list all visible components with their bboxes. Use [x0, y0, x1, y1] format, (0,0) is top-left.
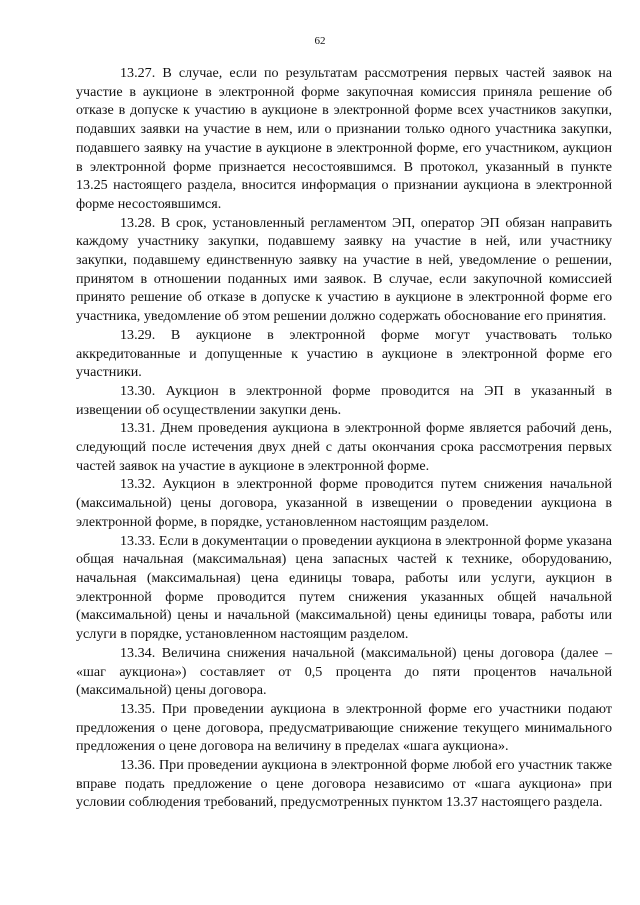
- clause-13-27: 13.27. В случае, если по результатам рассмотрения первых частей заявок на участие в аукционе в электронной форме закупочная комиссия приняла решение об отказе в допуске к участию в аукционе в электронной форме всех участников закупки, подавших заявки на участие в нем, или о признании только одного участника закупки, подавшего заявку на участие в аукционе в электронной форме, его участником, аукцион в электронной форме признается несостоявшимся. В протокол, указанный в пункте 13.25 настоящего раздела, вносится информация о признании аукциона в электронной форме несостоявшимся.: [76, 65, 612, 212]
- clause-13-28: 13.28. В срок, установленный регламентом ЭП, оператор ЭП обязан направить каждому участнику закупки, подавшему заявку на участие в ней, или участнику закупки, подавшему единственную заявку на участие в ней, уведомление о решении, принятом в отношении поданных ими заявок. В случае, если закупочной комиссией принято решение об отказе в допуске к участию в аукционе в электронной форме его участника, уведомление об этом решении должно содержать обоснование его принятия.: [76, 214, 612, 325]
- clause-13-35: 13.35. При проведении аукциона в электронной форме его участники подают предложения о цене договора, предусматривающие снижение текущего минимального предложения о цене договора на величину в пределах «шага аукциона».: [76, 700, 612, 755]
- clause-13-29: 13.29. В аукционе в электронной форме могут участвовать только аккредитованные и допущенные к участию в аукционе в электронной форме его участники.: [76, 326, 612, 381]
- page-number: 62: [314, 35, 326, 47]
- clause-13-33: 13.33. Если в документации о проведении аукциона в электронной форме указана общая начальная (максимальная) цена запасных частей к технике, оборудованию, начальная (максимальная) цена единицы товара, работы или услуги, аукцион в электронной форме проводится путем снижения указанных общей начальной (максимальной) цены и начальной (максимальной) цены единицы товара, работы или услуги в порядке, установленном настоящим разделом.: [76, 532, 612, 643]
- clause-13-36: 13.36. При проведении аукциона в электронной форме любой его участник также вправе подать предложение о цене договора независимо от «шага аукциона» при условии соблюдения требований, предусмотренных пунктом 13.37 настоящего раздела.: [76, 757, 612, 811]
- clause-13-31: 13.31. Днем проведения аукциона в электронной форме является рабочий день, следующий после истечения двух дней с даты окончания срока рассмотрения первых частей заявок на участие в аукционе в электронной форме.: [76, 420, 612, 474]
- clause-13-32: 13.32. Аукцион в электронной форме проводится путем снижения начальной (максимальной) цены договора, указанной в извещении о проведении аукциона в электронной форме, в порядке, установленном настоящим разделом.: [76, 476, 612, 530]
- clause-13-34: 13.34. Величина снижения начальной (максимальной) цены договора (далее – «шаг аукциона») составляет от 0,5 процента до пяти процентов начальной (максимальной) цены договора.: [76, 644, 612, 699]
- clause-13-30: 13.30. Аукцион в электронной форме проводится на ЭП в указанный в извещении об осуществлении закупки день.: [76, 382, 612, 418]
- document-body: [76, 64, 612, 812]
